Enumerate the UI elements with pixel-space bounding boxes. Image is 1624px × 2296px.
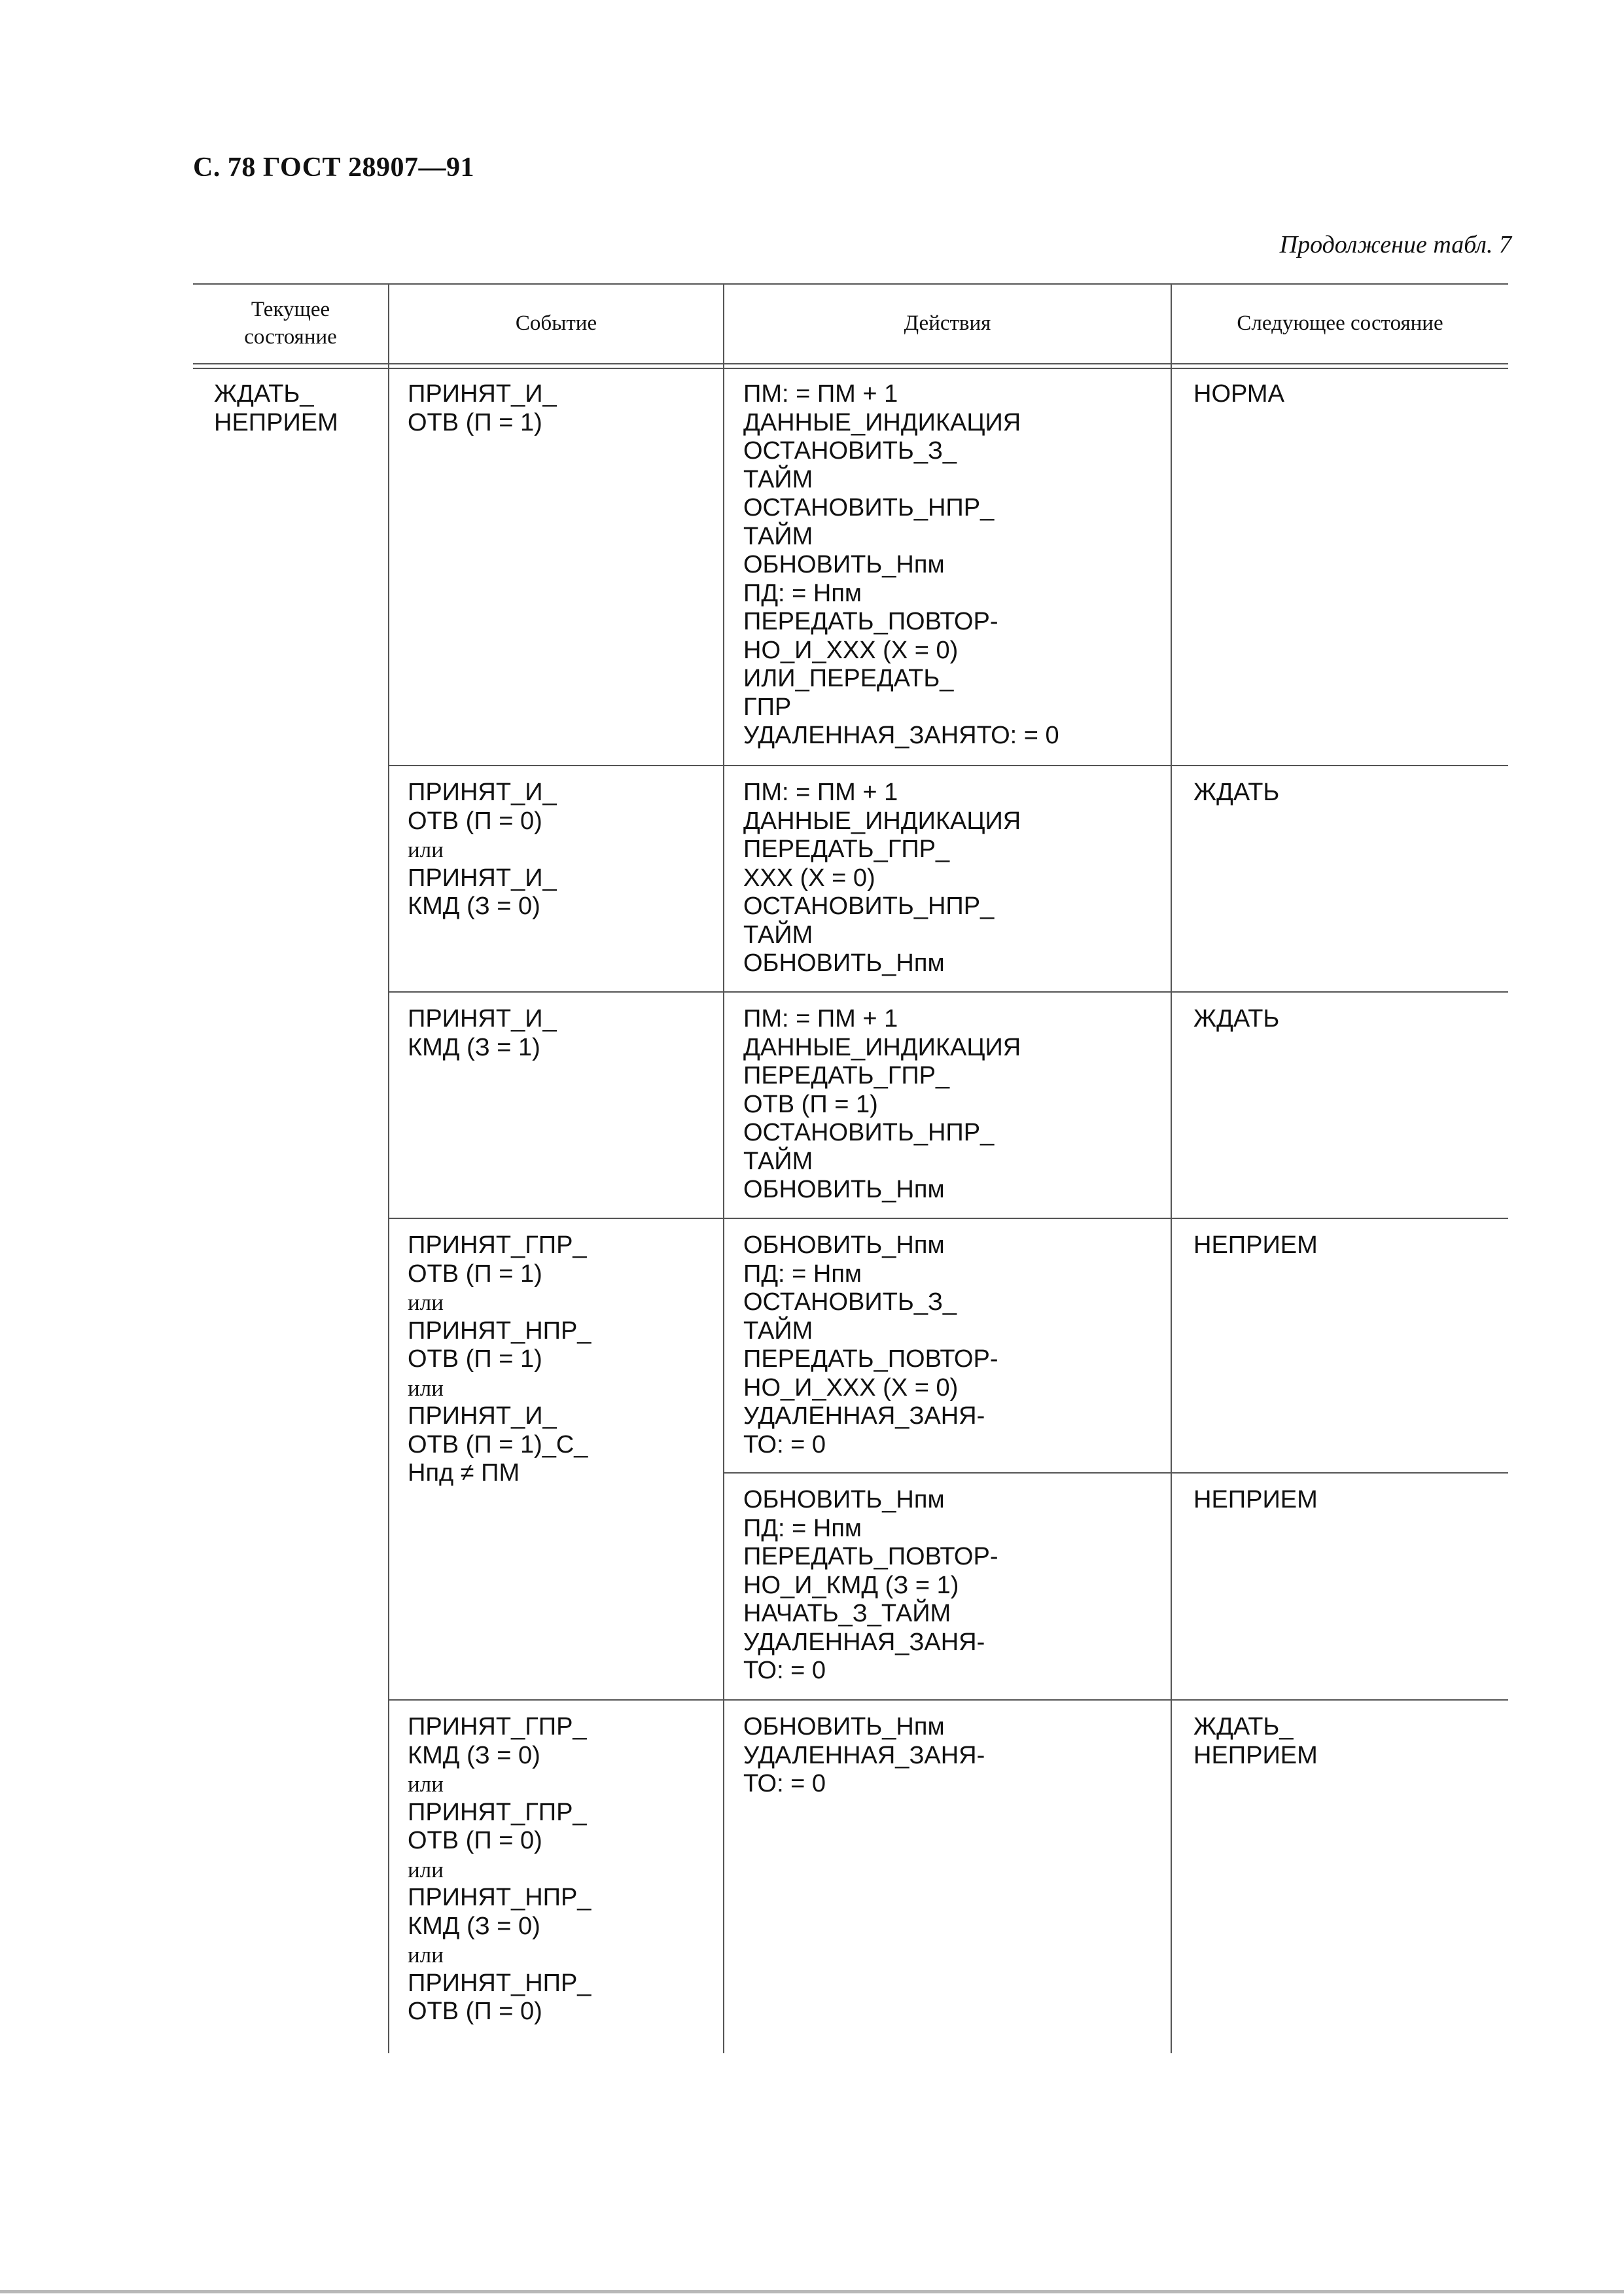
event-or-connector: или [408, 1375, 444, 1401]
action-line: ТАЙМ [743, 1147, 813, 1175]
event-line: ПРИНЯТ_НПР_ [408, 1969, 591, 1997]
event-cell [408, 1005, 557, 1062]
action-line: НО_И_ХХХ (Х = 0) [743, 1373, 959, 1402]
event-cell [408, 1713, 591, 2026]
action-line: ТАЙМ [743, 465, 813, 493]
event-line: ОТВ (П = 1) [408, 1260, 542, 1288]
action-line: ОСТАНОВИТЬ_НПР_ [743, 494, 995, 521]
event-line: ПРИНЯТ_НПР_ [408, 1884, 591, 1911]
current-state-cell [214, 380, 338, 437]
action-line: ТО: = 0 [743, 1657, 826, 1684]
column-divider [723, 283, 724, 2053]
row-divider [388, 991, 1508, 993]
current-state-line: НЕПРИЕМ [214, 408, 338, 436]
next-state-cell [1193, 1231, 1318, 1260]
action-line: ИЛИ_ПЕРЕДАТЬ_ [743, 665, 954, 692]
next-state-cell [1193, 779, 1279, 807]
action-line: ПМ: = ПМ + 1 [743, 1005, 898, 1033]
action-line: ХХХ (Х = 0) [743, 864, 875, 892]
event-line: ПРИНЯТ_ГПР_ [408, 1231, 587, 1259]
action-line: ТАЙМ [743, 921, 813, 949]
action-line: ПЕРЕДАТЬ_ГПР_ [743, 836, 950, 863]
event-line: ОТВ (П = 0) [408, 1998, 542, 2025]
action-line: ПМ: = ПМ + 1 [743, 380, 898, 408]
page-header: С. 78 ГОСТ 28907—91 [193, 152, 475, 183]
action-line: ТО: = 0 [743, 1430, 826, 1458]
event-line: КМД (З = 0) [408, 1741, 540, 1769]
action-line: ПЕРЕДАТЬ_ПОВТОР- [743, 1543, 998, 1570]
action-line: УДАЛЕННАЯ_ЗАНЯ- [743, 1402, 985, 1430]
action-line: ПЕРЕДАТЬ_ПОВТОР- [743, 1345, 998, 1373]
event-line: КМД (З = 0) [408, 1912, 540, 1940]
row-divider [388, 1699, 1508, 1701]
next-state-line: ЖДАТЬ [1193, 1005, 1280, 1033]
event-line: ПРИНЯТ_НПР_ [408, 1316, 591, 1345]
next-state-cell [1193, 1486, 1318, 1515]
event-or-connector: или [408, 1942, 444, 1968]
next-state-line: НЕПРИЕМ [1193, 1741, 1318, 1769]
action-line: ПМ: = ПМ + 1 [743, 779, 898, 806]
state-table [193, 283, 1508, 2053]
event-line: ПРИНЯТ_ГПР_ [408, 1713, 587, 1740]
header-rule-1 [193, 363, 1508, 364]
event-line: Нпд ≠ ПМ [408, 1459, 520, 1487]
header-next-state: Следующее состояние [1237, 311, 1443, 335]
column-divider [1171, 283, 1172, 2053]
actions-cell [743, 779, 1021, 978]
next-state-line: ЖДАТЬ_ [1193, 1713, 1294, 1740]
header-rule-2 [193, 368, 1508, 369]
actions-cell [743, 380, 1059, 751]
action-line: ОСТАНОВИТЬ_НПР_ [743, 892, 995, 920]
action-line: ПЕРЕДАТЬ_ГПР_ [743, 1062, 950, 1089]
event-line: ПРИНЯТ_И_ [408, 864, 557, 892]
action-line: ОБНОВИТЬ_Нпм [743, 1231, 945, 1259]
action-line: ОБНОВИТЬ_Нпм [743, 949, 945, 977]
action-line: ПД: = Нпм [743, 579, 862, 607]
action-line: ОСТАНОВИТЬ_З_ [743, 1288, 957, 1316]
action-line: ДАННЫЕ_ИНДИКАЦИЯ [743, 408, 1021, 436]
action-line: ПЕРЕДАТЬ_ПОВТОР- [743, 608, 998, 635]
next-state-cell [1193, 1005, 1279, 1034]
event-line: ОТВ (П = 1) [408, 408, 542, 436]
actions-cell [743, 1231, 998, 1459]
event-line: ОТВ (П = 0) [408, 807, 542, 835]
next-state-line: НОРМА [1193, 380, 1284, 408]
event-cell [408, 1231, 591, 1488]
action-line: НО_И_КМД (З = 1) [743, 1571, 959, 1599]
action-line: ОБНОВИТЬ_Нпм [743, 551, 945, 578]
event-cell [408, 380, 557, 437]
next-state-cell [1193, 1713, 1318, 1770]
event-or-connector: или [408, 1771, 444, 1797]
event-line: ПРИНЯТ_И_ [408, 779, 557, 806]
event-cell [408, 779, 557, 921]
event-line: ОТВ (П = 1)_С_ [408, 1430, 588, 1458]
action-line: УДАЛЕННАЯ_ЗАНЯ- [743, 1628, 985, 1656]
action-line: УДАЛЕННАЯ_ЗАНЯТО: = 0 [743, 722, 1059, 749]
column-divider [388, 283, 389, 2053]
action-line: УДАЛЕННАЯ_ЗАНЯ- [743, 1741, 985, 1769]
header-actions: Действия [904, 311, 991, 335]
next-state-line: НЕПРИЕМ [1193, 1486, 1318, 1513]
action-line: ОБНОВИТЬ_Нпм [743, 1176, 945, 1203]
header-current-state: Текущее состояние [244, 298, 337, 349]
event-line: КМД (З = 0) [408, 892, 540, 920]
action-line: НАЧАТЬ_З_ТАЙМ [743, 1600, 951, 1627]
row-divider [388, 1218, 1508, 1219]
event-line: ОТВ (П = 0) [408, 1827, 542, 1854]
action-line: ДАННЫЕ_ИНДИКАЦИЯ [743, 807, 1021, 835]
action-line: ТО: = 0 [743, 1770, 826, 1797]
row-divider [388, 765, 1508, 766]
actions-cell [743, 1713, 985, 1799]
action-line: НО_И_ХХХ (Х = 0) [743, 636, 959, 664]
event-line: ПРИНЯТ_И_ [408, 1402, 557, 1430]
table-continuation-label: Продолжение табл. 7 [1279, 231, 1511, 258]
next-state-line: ЖДАТЬ [1193, 779, 1280, 806]
action-line: ОБНОВИТЬ_Нпм [743, 1486, 945, 1513]
actions-cell [743, 1486, 998, 1686]
scan-bottom-edge [0, 2290, 1624, 2293]
subrow-divider [723, 1472, 1508, 1474]
current-state-line: ЖДАТЬ_ [214, 380, 314, 408]
action-line: ТАЙМ [743, 1316, 813, 1345]
actions-cell [743, 1005, 1021, 1205]
action-line: ПД: = Нпм [743, 1260, 862, 1288]
event-line: ПРИНЯТ_И_ [408, 380, 557, 408]
action-line: ОТВ (П = 1) [743, 1090, 878, 1118]
event-or-connector: или [408, 1290, 444, 1315]
action-line: ГПР [743, 693, 792, 721]
event-line: ПРИНЯТ_И_ [408, 1005, 557, 1033]
action-line: ОСТАНОВИТЬ_НПР_ [743, 1119, 995, 1146]
action-line: ПД: = Нпм [743, 1514, 862, 1542]
event-line: КМД (З = 1) [408, 1033, 540, 1061]
event-line: ОТВ (П = 1) [408, 1345, 542, 1373]
event-or-connector: или [408, 1856, 444, 1882]
action-line: ОБНОВИТЬ_Нпм [743, 1713, 945, 1740]
event-or-connector: или [408, 837, 444, 862]
header-event: Событие [515, 311, 597, 335]
next-state-line: НЕПРИЕМ [1193, 1231, 1318, 1259]
event-line: ПРИНЯТ_ГПР_ [408, 1798, 587, 1826]
next-state-cell [1193, 380, 1284, 409]
action-line: ДАННЫЕ_ИНДИКАЦИЯ [743, 1033, 1021, 1061]
action-line: ТАЙМ [743, 522, 813, 550]
action-line: ОСТАНОВИТЬ_З_ [743, 437, 957, 465]
